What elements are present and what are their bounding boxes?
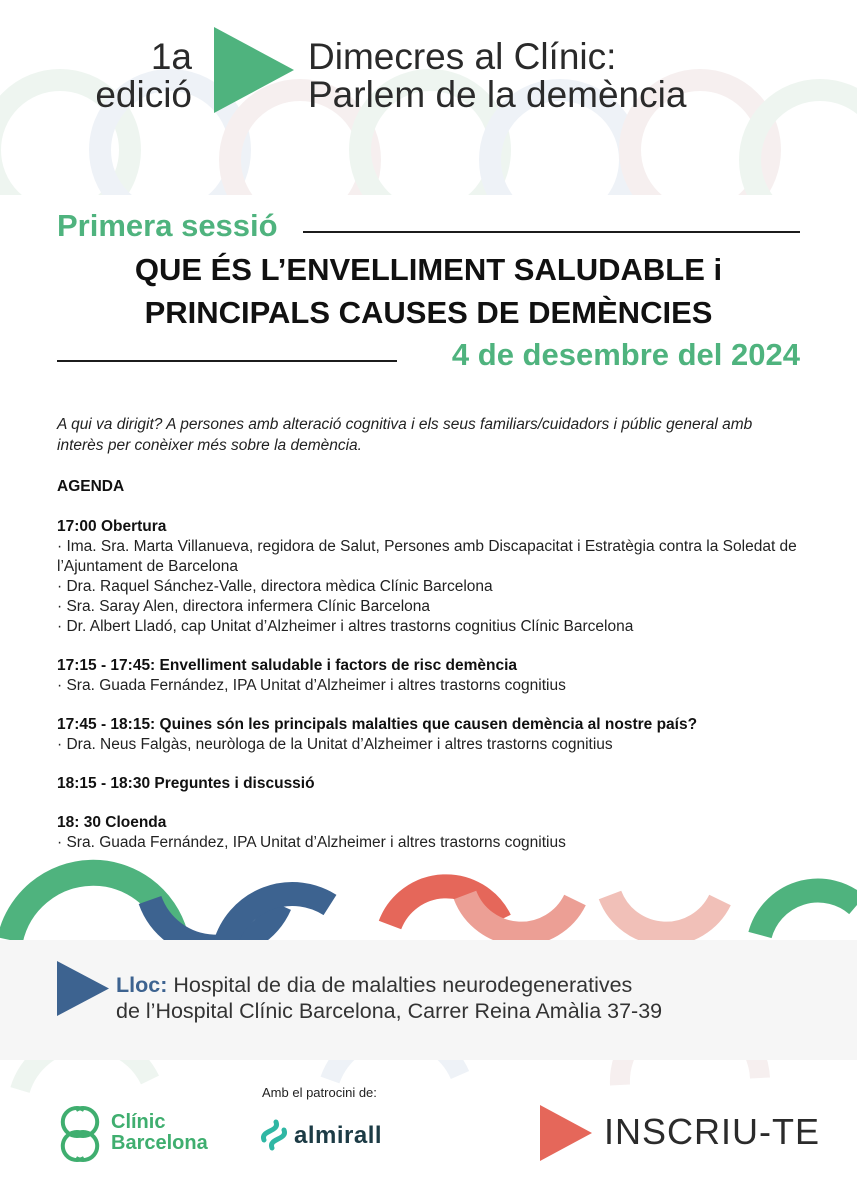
venue-triangle-icon <box>57 961 109 1016</box>
agenda-speaker: · Dr. Albert Lladó, cap Unitat d’Alzheimer i altres trastorns cognitius Clínic Barcelona <box>57 618 634 635</box>
clinic-logo-line2: Barcelona <box>111 1132 208 1154</box>
agenda-item-title: 17:00 Obertura <box>57 518 167 535</box>
agenda-speaker: · Ima. Sra. Marta Villanueva, regidora de Salut, Persones amb Discapacitat i Estratègia contra la Soledat de l’Ajuntament de Barcelona <box>57 538 797 575</box>
register-link[interactable]: INSCRIU-TE <box>604 1111 820 1152</box>
edition-word: edició <box>95 74 192 115</box>
agenda-item-title: 18:15 - 18:30 Preguntes i discussió <box>57 775 315 792</box>
agenda-item-title: 17:45 - 18:15: Quines són les principals malalties que causen demència al nostre país? <box>57 716 698 733</box>
agenda-item <box>57 656 817 696</box>
clinic-logo-line1: Clínic <box>111 1111 166 1133</box>
cta-triangle-icon[interactable] <box>540 1105 592 1161</box>
agenda-item <box>57 517 817 637</box>
almirall-logo-icon <box>258 1112 290 1152</box>
edition-label <box>72 38 192 114</box>
agenda-speaker: · Sra. Guada Fernández, IPA Unitat d’Alzheimer i altres trastorns cognitius <box>57 677 566 694</box>
divider-top <box>303 231 800 233</box>
venue-address-line1: Hospital de dia de malalties neurodegeneratives <box>173 973 633 997</box>
agenda-item <box>57 715 817 755</box>
agenda-speaker: · Sra. Guada Fernández, IPA Unitat d’Alzheimer i altres trastorns cognitius <box>57 834 566 851</box>
event-title <box>308 38 686 114</box>
agenda-item-title: 17:15 - 17:45: Envelliment saludable i factors de risc demència <box>57 657 518 674</box>
agenda-item <box>57 774 817 794</box>
clinic-logo-text <box>111 1112 208 1154</box>
agenda-list <box>57 517 817 872</box>
agenda-item-title: 18: 30 Cloenda <box>57 814 167 831</box>
event-title-line2: Parlem de la demència <box>308 74 687 115</box>
agenda-speaker: · Dra. Raquel Sánchez-Valle, directora mèdica Clínic Barcelona <box>57 578 493 595</box>
session-label: Primera sessió <box>57 208 278 243</box>
venue-address-line2: de l’Hospital Clínic Barcelona, Carrer Reina Amàlia 37-39 <box>116 999 663 1023</box>
almirall-logo-text: almirall <box>294 1122 383 1149</box>
sponsor-label: Amb el patrocini de: <box>262 1085 377 1100</box>
session-headline-line2: PRINCIPALS CAUSES DE DEMÈNCIES <box>144 295 713 330</box>
agenda-speaker: · Dra. Neus Falgàs, neuròloga de la Unitat d’Alzheimer i altres trastorns cognitius <box>57 736 613 753</box>
agenda-speaker: · Sra. Saray Alen, directora infermera Clínic Barcelona <box>57 598 431 615</box>
agenda-item <box>57 813 817 853</box>
session-headline-line1: QUE ÉS L’ENVELLIMENT SALUDABLE i <box>134 252 723 287</box>
agenda-title: AGENDA <box>57 478 125 495</box>
divider-bottom <box>57 360 397 362</box>
session-date: 4 de desembre del 2024 <box>451 337 800 372</box>
event-title-line1: Dimecres al Clínic: <box>308 36 617 77</box>
venue-label: Lloc: <box>116 973 168 997</box>
clinic-logo-icon <box>56 1104 106 1164</box>
target-audience: A qui va dirigit? A persones amb alteració cognitiva i els seus familiars/cuidadors i públic general amb interès per conèixer més sobre la demència. <box>57 416 753 454</box>
venue-line1 <box>116 972 662 998</box>
play-triangle-icon <box>214 27 294 113</box>
edition-number: 1a <box>150 36 192 77</box>
venue-info <box>116 972 662 1024</box>
